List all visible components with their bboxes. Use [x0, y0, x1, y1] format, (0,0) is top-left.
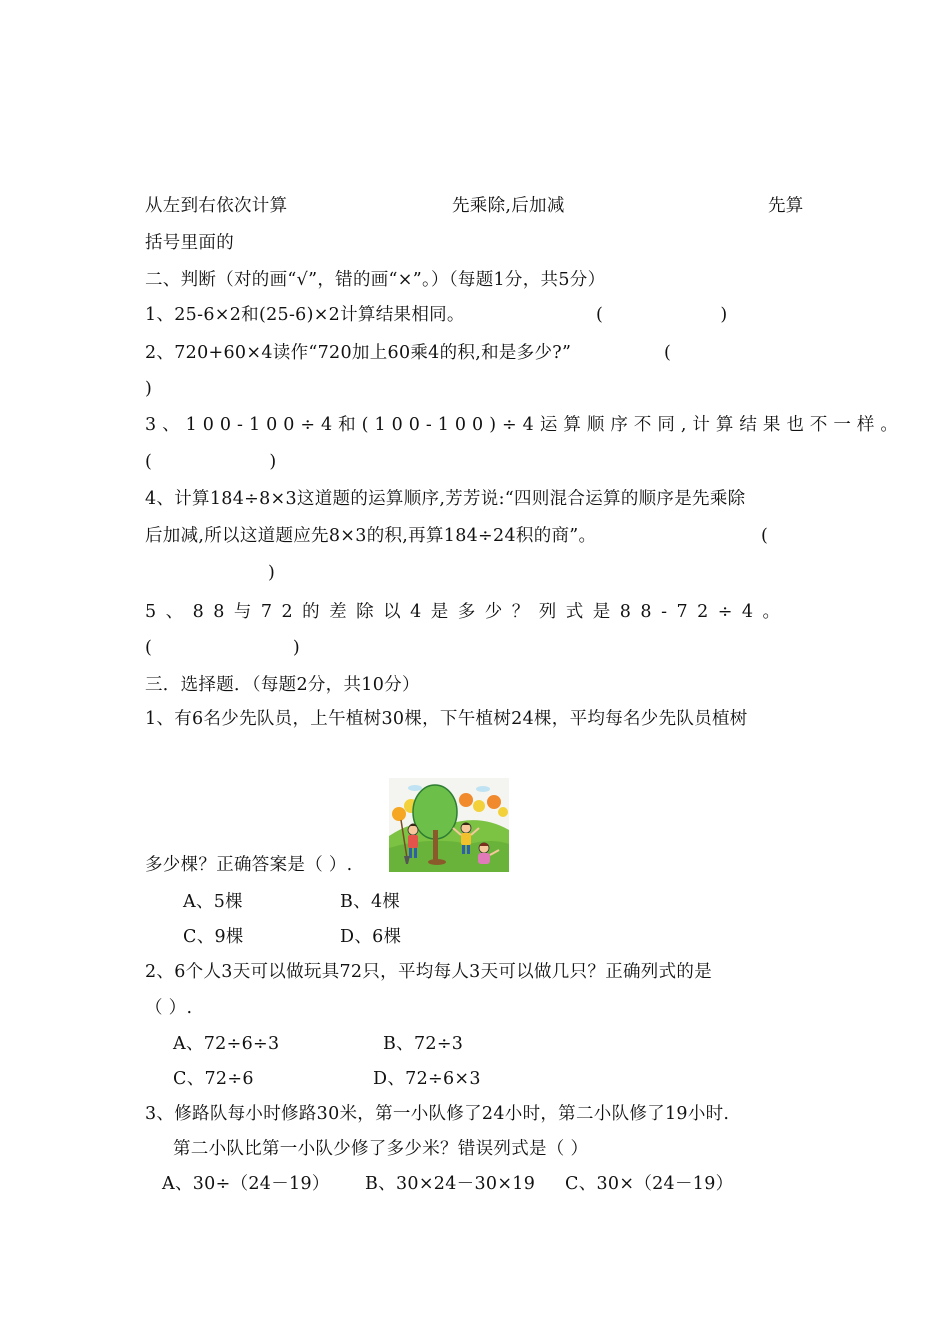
s3-q2-option-a[interactable]: A、72÷6÷3	[173, 1034, 280, 1054]
yellow-tree-icon	[473, 800, 485, 812]
s3-q1-option-a[interactable]: A、5棵	[183, 892, 243, 912]
s3-q1-line2: 多少棵？正确答案是（ ）.	[145, 855, 353, 875]
s3-q3-option-c[interactable]: C、30×（24－19）	[565, 1174, 734, 1194]
section2-title: 二、判断（对的画“√”，错的画“×”。）（每题1分，共5分）	[145, 270, 606, 290]
s3-q3-line1: 3、修路队每小时修路30米，第一小队修了24小时，第二小队修了19小时.	[145, 1104, 730, 1124]
kid-left-body	[408, 835, 418, 848]
kid-left-head	[408, 825, 418, 835]
tree-planting-illustration	[389, 778, 509, 872]
s3-q1-option-c[interactable]: C、9棵	[183, 927, 244, 947]
section3-title: 三．选择题．（每题2分，共10分）	[145, 675, 420, 695]
orange-tree-icon	[487, 795, 501, 809]
header-col-wrap: 括号里面的	[145, 233, 234, 253]
s2-q4-paren-close[interactable]: )	[268, 563, 276, 583]
big-tree-trunk	[433, 830, 438, 862]
s3-q1-option-b[interactable]: B、4棵	[340, 892, 401, 912]
s3-q2-line2: （ ）.	[145, 998, 193, 1018]
s2-q2-text: 2、720+60×4读作“720加上60乘4的积,和是多少?”	[145, 343, 572, 363]
orange-tree-icon	[392, 807, 406, 821]
kid-right-leg	[462, 845, 465, 854]
s2-q5-text: 5、88与72的差除以4是多少？列式是88-72÷4。	[145, 602, 790, 622]
s2-q1-answer-paren[interactable]: ( )	[596, 305, 728, 325]
cloud-icon	[476, 786, 490, 792]
s3-q2-option-b[interactable]: B、72÷3	[383, 1034, 464, 1054]
s2-q2-paren-open[interactable]: (	[664, 343, 672, 363]
s2-q3-answer-paren[interactable]: ( )	[145, 452, 277, 472]
kid-left-leg	[414, 848, 417, 858]
s2-q1-text: 1、25-6×2和(25-6)×2计算结果相同。	[145, 305, 465, 325]
s3-q1-line1: 1、有6名少先队员，上午植树30棵，下午植树24棵，平均每名少先队员植树	[145, 709, 748, 729]
soil-mound	[428, 859, 446, 865]
s3-q2-option-d[interactable]: D、72÷6×3	[373, 1069, 481, 1089]
header-col-parentheses-first: 先算	[768, 196, 804, 216]
s2-q4-line2: 后加减,所以这道题应先8×3的积,再算184÷24积的商”。	[145, 526, 597, 546]
s3-q1-option-d[interactable]: D、6棵	[340, 927, 402, 947]
s3-q3-option-a[interactable]: A、30÷（24－19）	[162, 1174, 330, 1194]
s2-q4-paren-open[interactable]: (	[761, 526, 769, 546]
orange-tree-icon	[459, 793, 473, 807]
s2-q5-answer-paren[interactable]: ( )	[145, 638, 300, 658]
header-col-left-to-right: 从左到右依次计算	[145, 196, 288, 216]
s2-q4-line1: 4、计算184÷8×3这道题的运算顺序,芳芳说:“四则混合运算的顺序是先乘除	[145, 489, 746, 509]
kid-right-leg	[467, 845, 470, 854]
s3-q3-line2: 第二小队比第一小队少修了多少米？错误列式是（ ）	[173, 1139, 589, 1159]
s3-q2-line1: 2、6个人3天可以做玩具72只，平均每人3天可以做几只？正确列式的是	[145, 962, 713, 982]
s2-q2-paren-close[interactable]: )	[145, 379, 153, 399]
s2-q3-text: 3、100-100÷4和(100-100)÷4运算顺序不同,计算结果也不一样。	[145, 415, 904, 435]
cloud-icon	[408, 785, 422, 791]
kid-right-body	[461, 833, 471, 845]
s3-q3-option-b[interactable]: B、30×24－30×19	[365, 1174, 536, 1194]
girl-body	[478, 853, 490, 864]
yellow-tree-icon	[498, 807, 508, 817]
header-col-multiply-first: 先乘除,后加减	[452, 196, 565, 216]
s3-q2-option-c[interactable]: C、72÷6	[173, 1069, 254, 1089]
